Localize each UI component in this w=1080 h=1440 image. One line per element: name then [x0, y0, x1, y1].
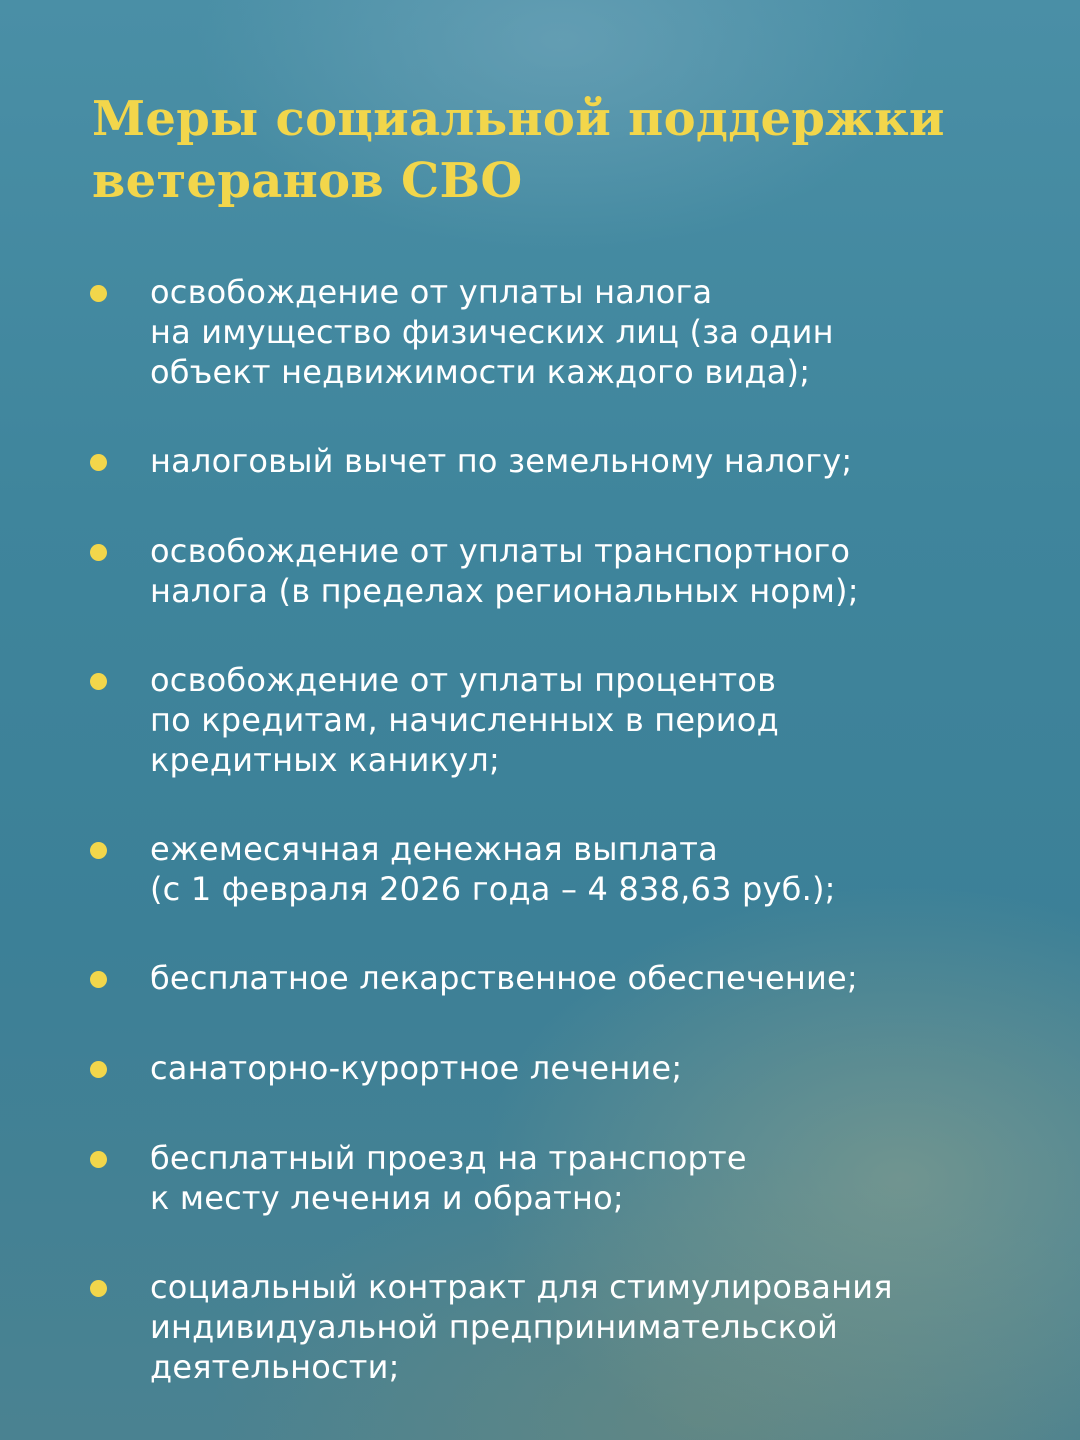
list-item-line: социальный контракт для стимулирования: [150, 1268, 893, 1306]
list-item-text: [150, 829, 1060, 909]
list-item-line: освобождение от уплаты процентов: [150, 661, 777, 699]
list-item-line: налога (в пределах региональных норм);: [150, 572, 859, 610]
list-item-line: бесплатное лекарственное обеспечение;: [150, 959, 858, 997]
bullet-dot-icon: [90, 673, 107, 690]
list-item-text: [150, 531, 1060, 611]
list-item-text: [150, 1267, 1060, 1387]
list-item-line: кредитных каникул;: [150, 741, 500, 779]
bullet-dot-icon: [90, 285, 107, 302]
list-item-text: [150, 1138, 1060, 1218]
bullet-dot-icon: [90, 842, 107, 859]
bullet-dot-icon: [90, 544, 107, 561]
list-item-line: к месту лечения и обратно;: [150, 1179, 624, 1217]
list-item-text: [150, 958, 1060, 998]
list-item-line: освобождение от уплаты налога: [150, 273, 713, 311]
page-title: [92, 88, 992, 212]
list-item-line: освобождение от уплаты транспортного: [150, 532, 851, 570]
list-item-line: деятельности;: [150, 1348, 400, 1386]
list-item-line: бесплатный проезд на транспорте: [150, 1139, 747, 1177]
list-item-line: по кредитам, начисленных в период: [150, 701, 779, 739]
list-item-line: ежемесячная денежная выплата: [150, 830, 718, 868]
list-item-line: санаторно-курортное лечение;: [150, 1049, 683, 1087]
bullet-dot-icon: [90, 1280, 107, 1297]
list-item-line: на имущество физических лиц (за один: [150, 313, 834, 351]
bullet-dot-icon: [90, 971, 107, 988]
bullet-dot-icon: [90, 1151, 107, 1168]
list-item-line: налоговый вычет по земельному налогу;: [150, 442, 853, 480]
title-line-2: ветеранов СВО: [92, 153, 523, 209]
list-item-line: индивидуальной предпринимательской: [150, 1308, 839, 1346]
list-item-line: (с 1 февраля 2026 года – 4 838,63 руб.);: [150, 870, 836, 908]
list-item-text: [150, 441, 1060, 481]
list-item-line: объект недвижимости каждого вида);: [150, 353, 811, 391]
list-item-text: [150, 660, 1060, 780]
title-line-1: Меры социальной поддержки: [92, 91, 945, 147]
bullet-dot-icon: [90, 454, 107, 471]
bullet-dot-icon: [90, 1061, 107, 1078]
list-item-text: [150, 272, 1060, 392]
list-item-text: [150, 1048, 1060, 1088]
